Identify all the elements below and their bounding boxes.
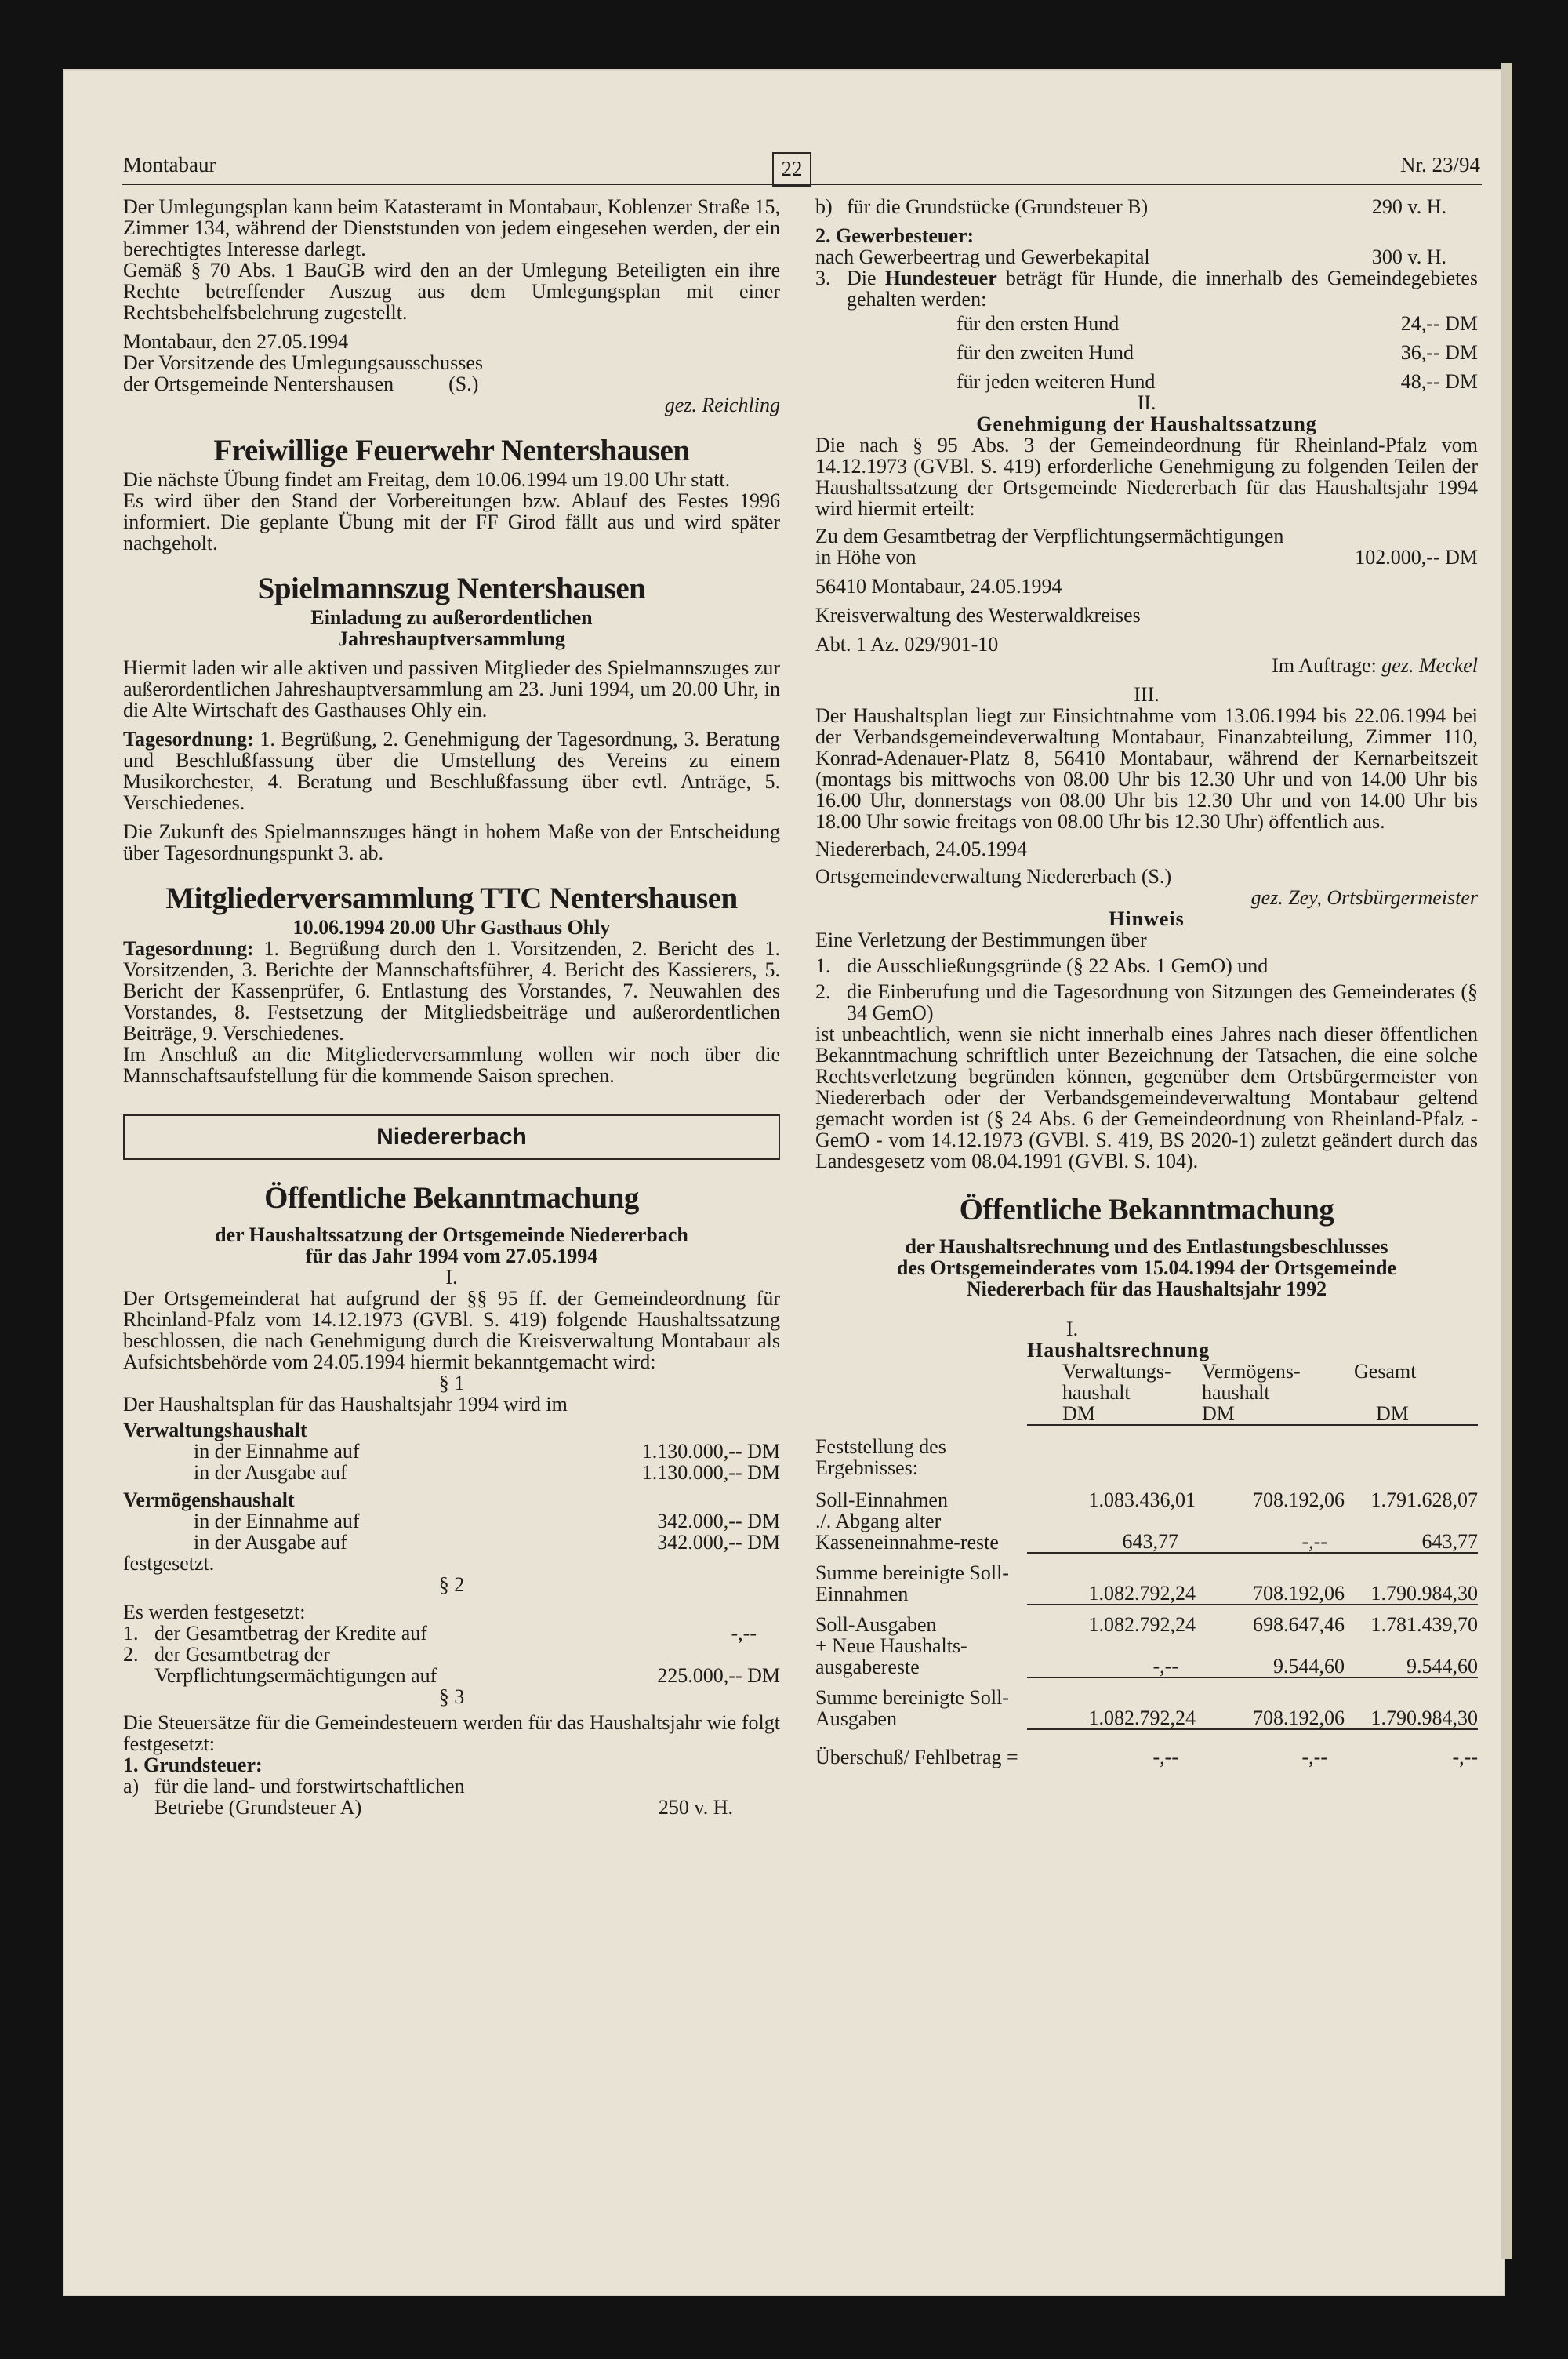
bek2-sub2: des Ortsgemeinderates vom 15.04.1994 der Ortsgemeinde [896, 1256, 1397, 1279]
hund-text [847, 267, 1478, 310]
page-edge [1501, 63, 1512, 2259]
bek-vw-a-row [123, 1462, 780, 1483]
left-column [123, 196, 780, 1818]
zu-line1: Zu dem Gesamtbetrag der Verpflichtungsermächtigungen [815, 525, 1284, 547]
cell: 1.082.792,24 [1027, 1562, 1196, 1605]
spielmann-p1: Hiermit laden wir alle aktiven und passiven Mitglieder des Spielmannszuges zur außerordentlichen Jahreshauptversammlung am 23. Juni 1994, um 20.00 Uhr, in die Alte Wirtschaft des Gasthauses Ohly ein. [123, 656, 780, 722]
hinweis-p2: ist unbeachtlich, wenn sie nicht innerhalb eines Jahres nach dieser öffentlichen Bekanntmachung schriftlich unter Bezeichnung der Tatsachen, die eine solche Rechtsverletzung begründen können, gegenüber dem Ortsbürgermeister von Niedererbach oder der Verbandsgemeindeverwaltung Montabaur geltend gemacht worden ist (§ 24 Abs. 6 der Gemeindeordnung von Rheinland-Pfalz - GemO - vom 14.12.1973 (GVBl. S. 419, BS 2020-1) zuletzt geändert durch das Landesgesetz vom 08.04.1991 (GVBl. S. 104). [815, 1023, 1478, 1172]
section-box-niedererbach: Niedererbach [123, 1114, 780, 1160]
dog-row-1 [815, 313, 1478, 334]
gb-row [847, 196, 1478, 217]
spielmann-title: Spielmannszug Nentershausen [257, 572, 646, 605]
table-row [815, 1614, 1478, 1635]
gewerbe-title: 2. Gewerbesteuer: [815, 224, 975, 247]
auftrag-a: Im Auftrage: [1272, 654, 1382, 677]
cell: -,-- [1196, 1510, 1345, 1553]
cell: -,-- [1452, 1746, 1478, 1768]
spielmann-agenda-text: 1. Begrüßung, 2. Genehmigung der Tagesordnung, 3. Beratung und Beschlußfassung über die Umstellung des Vereins zu einem Musikorchester, 4. Beratung und Beschlußfassung über evtl. Anträge, 5. Verschiedenes. [123, 728, 780, 814]
hinweis-1 [815, 955, 1478, 976]
table-row [815, 1510, 1478, 1553]
ortsgemeindeverwaltung: Ortsgemeindeverwaltung Niedererbach (S.) [815, 865, 1172, 888]
cell: -,-- [1027, 1635, 1196, 1677]
spielmann-sub1: Einladung zu außerordentlichen [310, 606, 593, 629]
table-head-row-2 [815, 1382, 1478, 1403]
cell: 1.790.984,30 [1345, 1562, 1478, 1605]
gewerbe-value: 300 v. H. [1371, 245, 1446, 268]
bek-ga2-row [154, 1797, 780, 1818]
dog-value-2: 36,-- DM [1400, 341, 1478, 364]
hinweis-p: Eine Verletzung der Bestimmungen über [815, 929, 1147, 951]
spielmann-agenda [123, 729, 780, 813]
bek-s1: § 1 [438, 1372, 465, 1394]
cell: 643,77 [1027, 1510, 1196, 1553]
feuerwehr-title: Freiwillige Feuerwehr Nentershausen [213, 434, 690, 467]
bek-vw: Verwaltungshaushalt [123, 1419, 307, 1441]
ttc-title: Mitgliederversammlung TTC Nentershausen [165, 881, 738, 915]
row-label: Feststellung des Ergebnisses: [815, 1435, 946, 1479]
genehmigung-p: Die nach § 95 Abs. 3 der Gemeindeordnung für Rheinland-Pfalz vom 14.12.1973 (GVBl. S. 419) erforderliche Genehmigung zu folgenden Teilen der Haushaltssatzung der Ortsgemeinde Niedererbach für das Haushaltsjahr 1994 wird hiermit erteilt: [815, 434, 1478, 520]
bek-vm-a-row [123, 1532, 780, 1553]
bek-roman: I. [445, 1266, 458, 1289]
bek-l1: der Gesamtbetrag der Kredite auf [154, 1622, 427, 1645]
dog-row-3 [815, 371, 1478, 392]
bek-title: Öffentliche Bekanntmachung [264, 1181, 639, 1215]
bek-vw-e-row [123, 1441, 780, 1462]
bek-fest: festgesetzt. [123, 1552, 215, 1575]
umlegung-seal: (S.) [448, 373, 479, 395]
dog-row-2 [815, 342, 1478, 363]
umlegung-sig2-text: der Ortsgemeinde Nentershausen [123, 373, 394, 395]
bek-vm: Vermögenshaushalt [123, 1488, 295, 1511]
aktenzeichen: Abt. 1 Az. 029/901-10 [815, 633, 999, 656]
spielmann-agenda-label: Tagesordnung: [123, 728, 254, 751]
hund-c: beträgt für Hunde, die innerhalb des Gemeindegebietes gehalten werden: [847, 267, 1478, 311]
ttc-agenda-text: 1. Begrüßung durch den 1. Vorsitzenden, 2. Bericht des 1. Vorsitzenden, 3. Berichte der Mannschaftsführer, 4. Bericht des Kassierers, 5. Bericht der Kassenprüfer, 6. Entlastung des Vorstandes, 7. Neuwahlen des Vorstandes, 8. Festsetzung der Mitgliedsbeiträge und außerordentlichen Beiträge, 9. Verschiedenes. [123, 937, 780, 1045]
row-label: Überschuß/ Fehlbetrag = [815, 1746, 1018, 1768]
gewerbe-row [815, 246, 1478, 267]
bek2-title: Öffentliche Bekanntmachung [959, 1193, 1334, 1227]
cell: 9.544,60 [1345, 1635, 1478, 1677]
bek-ga-2 [123, 1797, 780, 1818]
unit-2: DM [1202, 1402, 1235, 1425]
col-head-3a: Gesamt [1354, 1360, 1417, 1383]
header-right: Nr. 23/94 [1399, 153, 1480, 176]
cell: 643,77 [1345, 1510, 1478, 1553]
cell: 708.192,06 [1196, 1562, 1345, 1605]
cell: -,-- [1152, 1746, 1178, 1768]
bek-l2a: der Gesamtbetrag der [154, 1643, 330, 1666]
row-label: + Neue Haushalts-ausgabereste [815, 1634, 967, 1678]
hr-title: Haushaltsrechnung [1027, 1339, 1210, 1361]
cell: 1.083.436,01 [1088, 1488, 1196, 1511]
cell: 1.082.792,24 [1027, 1687, 1196, 1729]
dog-label-1: für den ersten Hund [956, 312, 1120, 335]
hr-roman: I. [1065, 1318, 1079, 1340]
col-head-2a: Vermögens- [1202, 1360, 1301, 1383]
col-head-1a: Verwaltungs- [1062, 1360, 1171, 1383]
bek-vm-e-row [123, 1510, 780, 1532]
gb-value: 290 v. H. [1371, 195, 1446, 218]
kreisverwaltung: Kreisverwaltung des Westerwaldkreises [815, 604, 1141, 627]
bek-ga [123, 1776, 780, 1797]
bek-s2: § 2 [438, 1573, 465, 1596]
row-label: Soll-Einnahmen [815, 1488, 948, 1511]
table-row [815, 1687, 1478, 1729]
h2-num: 2. [815, 980, 831, 1003]
ttc-agenda [123, 938, 780, 1044]
auslegung-p: Der Haushaltsplan liegt zur Einsichtnahme vom 13.06.1994 bis 22.06.1994 bei der Verbandsgemeindeverwaltung Montabaur, Finanzabteilung, Zimmer 110, Konrad-Adenauer-Platz 8, 56410 Montabaur, während der Kernarbeitszeit (montags bis mittwochs von 08.00 Uhr bis 12.30 Uhr und von 14.00 Uhr bis 16.00 Uhr, donnerstags von 08.00 Uhr bis 12.30 Uhr und von 14.00 Uhr bis 18.00 Uhr sowie freitags von 08.00 Uhr bis 12.30 Uhr) öffentlich aus. [815, 704, 1478, 833]
table-row [815, 1489, 1478, 1510]
umlegung-sig2 [123, 373, 780, 394]
gb-label: für die Grundstücke (Grundsteuer B) [847, 195, 1149, 218]
col-head-1b: haushalt [1062, 1381, 1131, 1404]
hinweis-title: Hinweis [1109, 907, 1185, 930]
right-column [815, 196, 1478, 1768]
unit-3: DM [1376, 1402, 1409, 1425]
table-row [815, 1562, 1478, 1605]
bek-vw-e: in der Einnahme auf [194, 1440, 360, 1463]
bek-l1-v: -,-- [731, 1622, 757, 1645]
bek-s3: § 3 [438, 1685, 465, 1708]
bek-p1: Der Ortsgemeinderat hat aufgrund der §§ 95 ff. der Gemeindeordnung für Rheinland-Pfalz vom 14.12.1973 (GVBl. S. 419) folgende Haushaltssatzung beschlossen, die nach Genehmigung durch die Kreisverwaltung Montabaur als Aufsichtsbehörde vom 24.05.1994 hiermit bekanntgemacht wird: [123, 1287, 780, 1373]
table-row [815, 1747, 1478, 1768]
feuerwehr-p1: Die nächste Übung findet am Freitag, dem 10.06.1994 um 19.00 Uhr statt. [123, 468, 731, 491]
table-head-row [815, 1361, 1478, 1382]
bek-sub1: der Haushaltssatzung der Ortsgemeinde Niedererbach [215, 1223, 688, 1246]
bek-s3-text: Die Steuersätze für die Gemeindesteuern werden für das Haushaltsjahr wie folgt festgesetzt: [123, 1711, 780, 1755]
table-row [815, 1635, 1478, 1677]
bek-vm-e-v: 342.000,-- DM [657, 1510, 780, 1532]
page-number: 22 [772, 152, 811, 187]
dog-value-3: 48,-- DM [1400, 370, 1478, 393]
umlegung-date: Montabaur, den 27.05.1994 [123, 330, 349, 353]
ttc-p2: Im Anschluß an die Mitgliederversammlung wollen wir noch über die Mannschaftsaufstellung für die kommende Saison sprechen. [123, 1043, 780, 1087]
genehmigung-title: Genehmigung der Haushaltssatzung [976, 413, 1317, 435]
table-row [815, 1436, 1478, 1478]
row-label: Summe bereinigte Soll-Einnahmen [815, 1561, 1009, 1605]
spielmann-p3: Die Zukunft des Spielmannszuges hängt in hohem Maße von der Entscheidung über Tagesordnungspunkt 3. ab. [123, 820, 780, 864]
bek-s2-text: Es werden festgesetzt: [123, 1601, 306, 1623]
haushaltsrechnung-table [815, 1361, 1478, 1768]
cell: 698.647,46 [1253, 1613, 1345, 1636]
bek-ga-num: a) [123, 1775, 140, 1797]
zu-line2: in Höhe von [815, 546, 916, 569]
cell: 1.781.439,70 [1370, 1613, 1478, 1636]
gb-num: b) [815, 195, 833, 218]
bek-l1-row [154, 1623, 780, 1644]
cell: 1.790.984,30 [1345, 1687, 1478, 1729]
bek-ga1: für die land- und forstwirtschaftlichen [154, 1775, 465, 1797]
umlegung-p1: Der Umlegungsplan kann beim Katasteramt in Montabaur, Koblenzer Straße 15, Zimmer 134, während der Dienststunden von jedem eingesehen werden, der ein berechtigtes Interesse darlegt. [123, 195, 780, 260]
bek-l2b: Verpflichtungsermächtigungen auf [154, 1664, 437, 1687]
roman-ii: II. [1137, 391, 1156, 414]
umlegung-p2: Gemäß § 70 Abs. 1 BauGB wird den an der Umlegung Beteiligten ein ihre Rechte betreffender Auszug aus dem Umlegungsplan mit einer Rechtsbehelfsbelehrung zugestellt. [123, 259, 780, 324]
cell: -,-- [1301, 1746, 1327, 1768]
cell: 708.192,06 [1253, 1488, 1345, 1511]
bek-vm-e: in der Einnahme auf [194, 1510, 360, 1532]
bek-l2-num: 2. [123, 1643, 139, 1666]
bek-g1: 1. Grundsteuer: [123, 1754, 263, 1776]
niedererbach-date: Niedererbach, 24.05.1994 [815, 838, 1028, 860]
bek2-sub3: Niedererbach für das Haushaltsjahr 1992 [966, 1278, 1327, 1300]
umlegung-signature: gez. Reichling [664, 394, 780, 416]
bek2-sub1: der Haushaltsrechnung und des Entlastungsbeschlusses [905, 1235, 1388, 1258]
hund-b: Hundesteuer [884, 267, 997, 289]
zey-signature: gez. Zey, Ortsbürgermeister [1250, 886, 1478, 909]
bek-list-2 [123, 1644, 780, 1665]
bek-list-1 [123, 1623, 780, 1644]
cell: 1.791.628,07 [1370, 1488, 1478, 1511]
zu-row [815, 547, 1478, 568]
header-left: Montabaur [123, 153, 216, 176]
bek-sub2: für das Jahr 1994 vom 27.05.1994 [305, 1245, 598, 1267]
h1-num: 1. [815, 954, 831, 977]
bek-ga2: Betriebe (Grundsteuer A) [154, 1796, 362, 1819]
dog-label-2: für den zweiten Hund [956, 341, 1134, 364]
gewerbe-label: nach Gewerbeertrag und Gewerbekapital [815, 245, 1150, 268]
bek-s1-text: Der Haushaltsplan für das Haushaltsjahr 1994 wird im [123, 1393, 568, 1416]
cell: 9.544,60 [1196, 1635, 1345, 1677]
umlegung-sig1: Der Vorsitzende des Umlegungsausschusses [123, 351, 484, 374]
hundesteuer [815, 267, 1478, 310]
bek-ga-v: 250 v. H. [658, 1796, 733, 1819]
dog-value-1: 24,-- DM [1400, 312, 1478, 335]
header-rule [122, 184, 1482, 185]
auftrag-b: gez. Meckel [1381, 654, 1478, 677]
bek-vm-a: in der Ausgabe auf [194, 1531, 347, 1554]
col-head-2b: haushalt [1202, 1381, 1270, 1404]
bek-l2-v: 225.000,-- DM [657, 1664, 780, 1687]
row-label: ./. Abgang alter Kasseneinnahme-reste [815, 1510, 999, 1554]
roman-iii: III. [1134, 683, 1160, 706]
row-label: Summe bereinigte Soll-Ausgaben [815, 1686, 1009, 1730]
hinweis-2 [815, 981, 1478, 1023]
zu-value: 102.000,-- DM [1355, 546, 1478, 569]
bek-l2b-row [154, 1665, 780, 1686]
h1-text: die Ausschließungsgründe (§ 22 Abs. 1 GemO) und [847, 954, 1269, 977]
unit-1: DM [1062, 1402, 1095, 1425]
ttc-sub: 10.06.1994 20.00 Uhr Gasthaus Ohly [292, 916, 611, 939]
bek-vw-a: in der Ausgabe auf [194, 1461, 347, 1484]
ttc-agenda-label: Tagesordnung: [123, 937, 254, 960]
hund-a: Die [847, 267, 885, 289]
dog-label-3: für jeden weiteren Hund [956, 370, 1156, 393]
h2-text: die Einberufung und die Tagesordnung von Sitzungen des Gemeinderates (§ 34 GemO) [847, 980, 1478, 1024]
hund-num: 3. [815, 267, 831, 289]
table-unit-row [815, 1403, 1478, 1425]
cell: 708.192,06 [1196, 1687, 1345, 1729]
cell: 1.082.792,24 [1088, 1613, 1196, 1636]
bek-vw-a-v: 1.130.000,-- DM [641, 1461, 780, 1484]
bek-vm-a-v: 342.000,-- DM [657, 1531, 780, 1554]
bek-vw-e-v: 1.130.000,-- DM [641, 1440, 780, 1463]
spielmann-sub2: Jahreshauptversammlung [338, 627, 565, 650]
feuerwehr-p2: Es wird über den Stand der Vorbereitungen bzw. Ablauf des Festes 1996 informiert. Die geplante Übung mit der FF Girod fällt aus und wird später nachgeholt. [123, 489, 780, 554]
bek-l1-num: 1. [123, 1622, 139, 1645]
row-label: Soll-Ausgaben [815, 1613, 937, 1636]
ort-datum: 56410 Montabaur, 24.05.1994 [815, 575, 1062, 598]
auftrag [815, 655, 1478, 676]
grundsteuer-b [815, 196, 1478, 217]
bek-list-2b [123, 1665, 780, 1686]
